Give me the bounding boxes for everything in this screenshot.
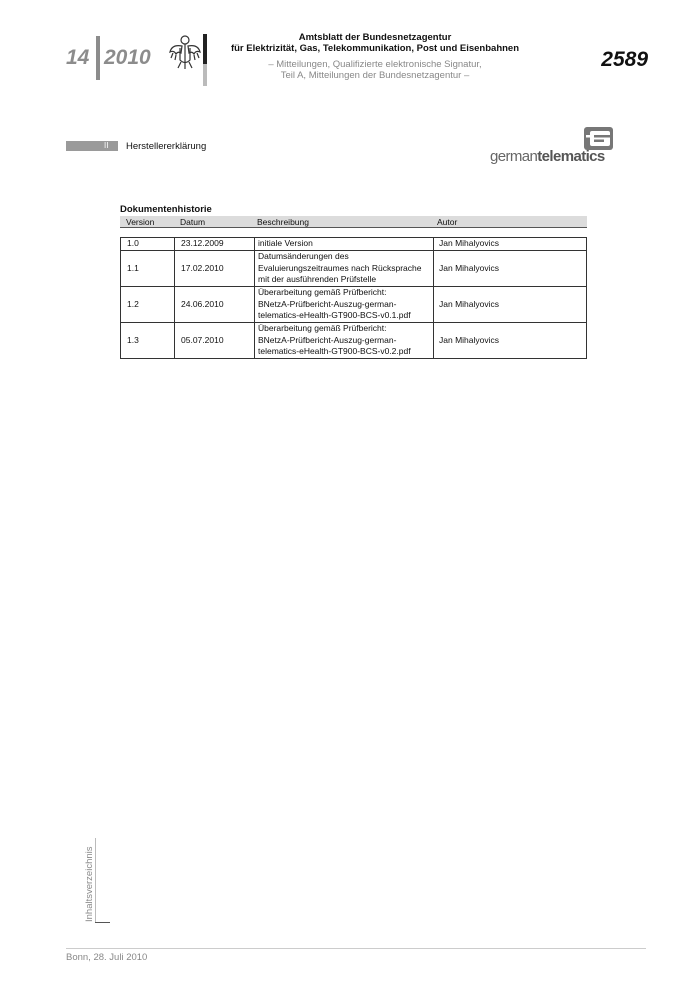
description-cell xyxy=(255,238,434,251)
date-cell: 24.06.2010 xyxy=(175,287,255,323)
section-roman-numeral: II xyxy=(104,141,109,150)
flag-stripe-black xyxy=(203,34,207,64)
history-header-row xyxy=(120,216,587,228)
sidebar-tick xyxy=(95,922,110,923)
journal-subtitle xyxy=(220,59,530,81)
journal-subtitle-line1: – Mitteilungen, Qualifizierte elektronische Signatur, xyxy=(268,59,482,70)
date-cell: 23.12.2009 xyxy=(175,238,255,251)
column-header: Version xyxy=(126,217,155,227)
description-line: initiale Version xyxy=(258,238,313,249)
table-row xyxy=(121,238,587,251)
description-cell xyxy=(255,287,434,323)
column-header: Autor xyxy=(437,217,458,227)
section-marker-bar xyxy=(66,141,118,151)
version-cell: 1.1 xyxy=(121,251,175,287)
description-line: mit der ausführenden Prüfstelle xyxy=(258,274,377,285)
column-header: Datum xyxy=(180,217,206,227)
history-table xyxy=(120,237,587,359)
sidebar-rule xyxy=(95,838,96,923)
logo-text-bold: telematics xyxy=(537,148,605,165)
description-cell xyxy=(255,251,434,287)
issue-divider xyxy=(96,36,100,80)
table-of-contents-link[interactable]: Inhaltsverzeichnis xyxy=(84,846,95,922)
column-header: Beschreibung xyxy=(257,217,309,227)
description-line: Evaluierungszeitraumes nach Rücksprache xyxy=(258,262,422,273)
section-label: Herstellererklärung xyxy=(126,141,207,152)
table-row xyxy=(121,287,587,323)
author-cell: Jan Mihalyovics xyxy=(434,287,587,323)
table-row xyxy=(121,251,587,287)
journal-subtitle-line2: Teil A, Mitteilungen der Bundesnetzagentur – xyxy=(280,70,470,81)
history-heading: Dokumentenhistorie xyxy=(120,204,212,215)
version-cell: 1.0 xyxy=(121,238,175,251)
author-cell: Jan Mihalyovics xyxy=(434,323,587,359)
table-row xyxy=(121,323,587,359)
issue-number: 14 xyxy=(66,46,90,69)
version-cell: 1.2 xyxy=(121,287,175,323)
page-number: 2589 xyxy=(601,48,648,71)
description-line: Datumsänderungen des xyxy=(258,251,349,262)
description-line: telematics-eHealth-GT900-BCS-v0.2.pdf xyxy=(258,346,411,357)
description-line: Überarbeitung gemäß Prüfbericht: xyxy=(258,287,387,298)
author-cell: Jan Mihalyovics xyxy=(434,238,587,251)
flag-stripe-grey xyxy=(203,64,207,86)
description-cell xyxy=(255,323,434,359)
logo-text-plain: german xyxy=(490,148,538,165)
journal-title xyxy=(220,32,530,54)
footer-rule xyxy=(66,948,646,949)
description-line: BNetzA-Prüfbericht-Auszug-german- xyxy=(258,334,397,345)
logo-wordmark xyxy=(490,148,605,165)
description-line: Überarbeitung gemäß Prüfbericht: xyxy=(258,323,387,334)
date-cell: 05.07.2010 xyxy=(175,323,255,359)
footer-date: Bonn, 28. Juli 2010 xyxy=(66,952,148,963)
description-line: telematics-eHealth-GT900-BCS-v0.1.pdf xyxy=(258,310,411,321)
journal-title-line2: für Elektrizität, Gas, Telekommunikation, Post und Eisenbahnen xyxy=(230,43,520,54)
description-line: BNetzA-Prüfbericht-Auszug-german- xyxy=(258,298,397,309)
issue-year: 2010 xyxy=(104,46,151,69)
version-cell: 1.3 xyxy=(121,323,175,359)
author-cell: Jan Mihalyovics xyxy=(434,251,587,287)
date-cell: 17.02.2010 xyxy=(175,251,255,287)
federal-eagle-icon xyxy=(168,32,202,70)
journal-title-line1: Amtsblatt der Bundesnetzagentur xyxy=(298,32,452,43)
